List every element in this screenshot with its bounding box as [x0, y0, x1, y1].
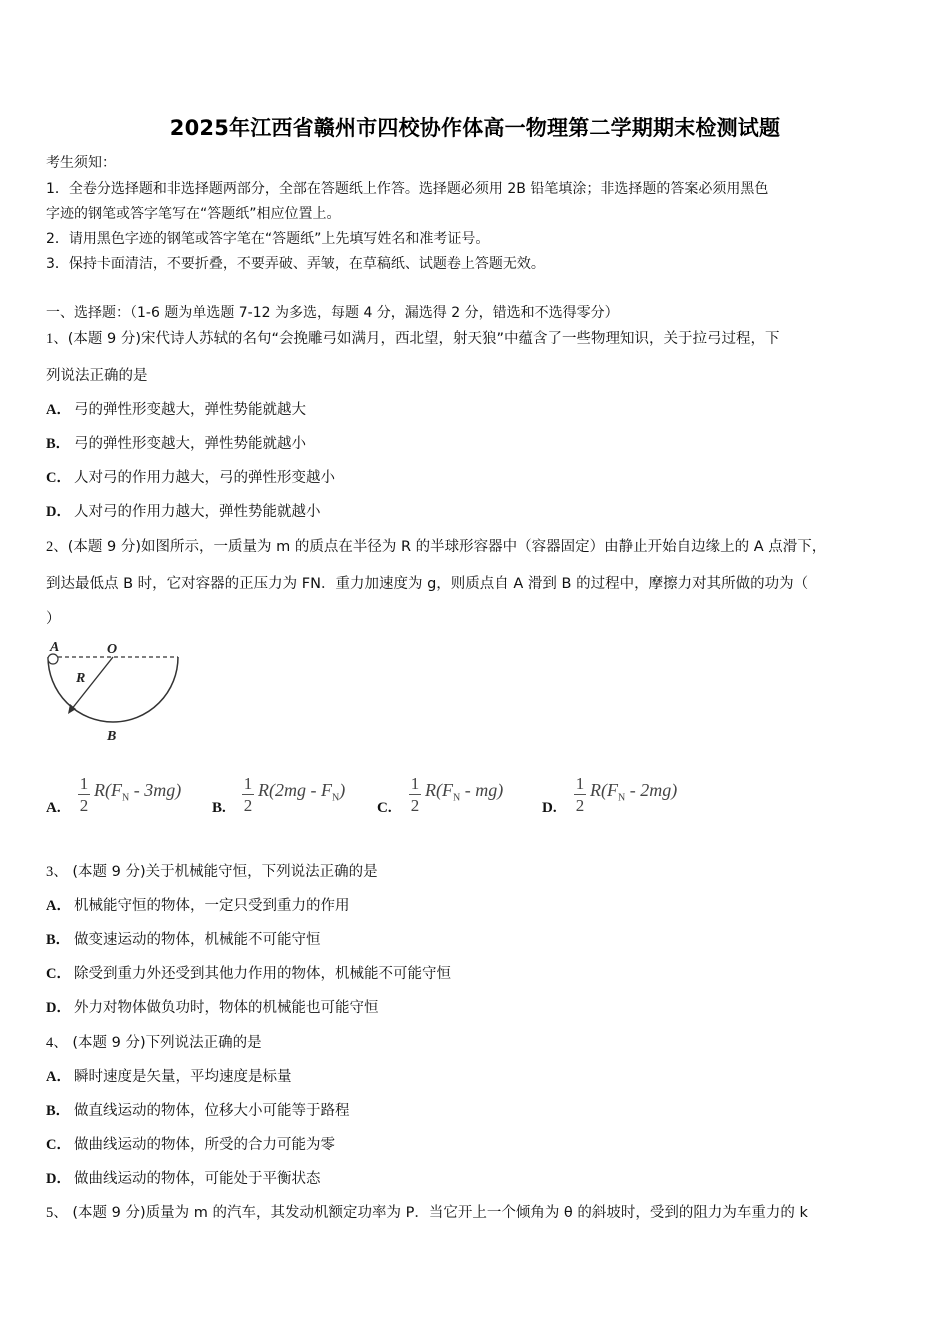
question-score: (本题 9 分)	[67, 331, 142, 347]
option-expression	[94, 780, 181, 804]
option-text: 人对弓的作用力越大，弓的弹性形变越小	[74, 470, 335, 486]
option-text: 做曲线运动的物体，所受的合力可能为零	[74, 1137, 335, 1153]
option-expression	[425, 780, 503, 804]
expr-sub: N	[617, 792, 626, 804]
fraction-half	[78, 774, 90, 817]
option-text: 人对弓的作用力越大，弹性势能就越小	[74, 504, 321, 520]
section-heading: 一、选择题：（1-6 题为单选题 7-12 为多选，每题 4 分，漏选得 2 分，错选和不选得零分）	[46, 305, 619, 321]
question-text: 宋代诗人苏轼的名句“会挽雕弓如满月，西北望，射天狼”中蕴含了一些物理知识，关于拉弓过程，下	[141, 331, 780, 347]
q4-option-b[interactable]	[46, 1099, 350, 1120]
frac-num: 1	[243, 774, 253, 793]
frac-den: 2	[79, 796, 89, 815]
option-text: 除受到重力外还受到其他力作用的物体，机械能不可能守恒	[74, 966, 451, 982]
option-text: 弓的弹性形变越大，弹性势能就越大	[74, 402, 306, 418]
frac-num: 1	[575, 774, 585, 793]
frac-num: 1	[79, 774, 89, 793]
expr-pre: R(F	[94, 780, 122, 800]
option-letter: D．	[46, 1171, 71, 1187]
q2-options	[46, 772, 746, 824]
q3-option-b[interactable]	[46, 928, 321, 949]
frac-num: 1	[410, 774, 420, 793]
q1-option-a[interactable]	[46, 398, 306, 419]
option-letter: D．	[46, 504, 71, 520]
option-text: 机械能守恒的物体，一定只受到重力的作用	[74, 898, 350, 914]
expr-sub: N	[331, 792, 340, 804]
frac-den: 2	[410, 796, 420, 815]
q4-option-d[interactable]	[46, 1167, 321, 1188]
frac-den: 2	[575, 796, 585, 815]
expr-sub: N	[121, 792, 130, 804]
q1-option-c[interactable]	[46, 466, 335, 487]
question-2-stem	[46, 535, 826, 556]
expr-pre: R(F	[425, 780, 453, 800]
label-r: R	[76, 671, 86, 686]
option-letter: A.	[46, 800, 61, 816]
option-letter: B.	[212, 800, 226, 816]
option-letter: C.	[377, 800, 392, 816]
expr-post: )	[339, 780, 346, 800]
q3-option-a[interactable]	[46, 894, 350, 915]
question-score: (本题 9 分)	[67, 539, 142, 555]
expr-pre: R(2mg - F	[258, 780, 332, 800]
expr-post: - mg)	[460, 780, 504, 800]
q1-option-d[interactable]	[46, 500, 321, 521]
question-score: (本题 9 分)	[72, 1205, 146, 1221]
q4-option-a[interactable]	[46, 1065, 292, 1086]
notice-item-2: 2．请用黑色字迹的钢笔或答字笔在“答题纸”上先填写姓名和准考证号。	[46, 231, 490, 247]
fraction-half	[574, 774, 586, 817]
option-letter: A．	[46, 898, 71, 914]
expr-post: - 3mg)	[129, 780, 182, 800]
label-a: A	[50, 640, 60, 655]
question-number: 1、	[46, 331, 68, 347]
option-letter: B．	[46, 932, 71, 948]
question-2-stem-end: ）	[46, 611, 61, 627]
option-expression	[590, 780, 677, 804]
option-letter: A．	[46, 1069, 71, 1085]
option-letter: D．	[46, 1000, 71, 1016]
question-number: 3、	[46, 864, 68, 880]
option-text: 做直线运动的物体，位移大小可能等于路程	[74, 1103, 350, 1119]
option-text: 瞬时速度是矢量，平均速度是标量	[74, 1069, 292, 1085]
option-text: 做曲线运动的物体，可能处于平衡状态	[74, 1171, 321, 1187]
notice-item-1-cont: 字迹的钢笔或答字笔写在“答题纸”相应位置上。	[46, 206, 341, 222]
question-3-stem	[46, 860, 378, 881]
expr-pre: R(F	[590, 780, 618, 800]
particle-ball-icon	[48, 654, 58, 664]
notice-item-1: 1．全卷分选择题和非选择题两部分，全部在答题纸上作答。选择题必须用 2B 铅笔填涂；非选择题的答案必须用黑色	[46, 181, 769, 197]
question-score: (本题 9 分)	[72, 864, 146, 880]
hemisphere-arc	[48, 657, 178, 722]
option-expression	[258, 780, 345, 804]
q4-option-c[interactable]	[46, 1133, 335, 1154]
notice-heading: 考生须知：	[46, 155, 116, 171]
fraction-half	[242, 774, 254, 817]
option-text: 做变速运动的物体，机械能不可能守恒	[74, 932, 321, 948]
question-number: 4、	[46, 1035, 68, 1051]
label-b: B	[107, 729, 117, 744]
fraction-half	[409, 774, 421, 817]
expr-post: - 2mg)	[625, 780, 678, 800]
q3-option-d[interactable]	[46, 996, 379, 1017]
question-text: 关于机械能守恒，下列说法正确的是	[145, 864, 378, 880]
q3-option-c[interactable]	[46, 962, 451, 983]
q1-option-b[interactable]	[46, 432, 306, 453]
option-letter: C．	[46, 470, 71, 486]
frac-den: 2	[243, 796, 253, 815]
question-score: (本题 9 分)	[72, 1035, 146, 1051]
question-2-stem-cont: 到达最低点 B 时，它对容器的正压力为 FN．重力加速度为 g，则质点自 A 滑到 B 的过程中，摩擦力对其所做的功为（	[46, 576, 809, 592]
question-number: 2、	[46, 539, 68, 555]
label-o: O	[107, 642, 118, 657]
question-1-stem	[46, 327, 780, 348]
question-text: 质量为 m 的汽车，其发动机额定功率为 P．当它开上一个倾角为 θ 的斜坡时，受到的阻力为车重力的 k	[145, 1205, 808, 1221]
question-1-stem-cont: 列说法正确的是	[46, 368, 148, 384]
question-number: 5、	[46, 1205, 68, 1221]
option-text: 外力对物体做负功时，物体的机械能也可能守恒	[74, 1000, 379, 1016]
notice-item-3: 3．保持卡面清洁，不要折叠，不要弄破、弄皱，在草稿纸、试题卷上答题无效。	[46, 256, 545, 272]
option-letter: D.	[542, 800, 557, 816]
question-5-stem	[46, 1201, 808, 1222]
option-letter: A．	[46, 402, 71, 418]
option-letter: C．	[46, 966, 71, 982]
hemisphere-diagram	[44, 638, 184, 748]
question-4-stem	[46, 1031, 262, 1052]
expr-sub: N	[452, 792, 461, 804]
option-text: 弓的弹性形变越大，弹性势能就越小	[74, 436, 306, 452]
option-letter: B．	[46, 436, 71, 452]
question-text: 下列说法正确的是	[145, 1035, 262, 1051]
option-letter: B．	[46, 1103, 71, 1119]
page-title: 2025年江西省赣州市四校协作体高一物理第二学期期末检测试题	[169, 116, 781, 140]
option-letter: C．	[46, 1137, 71, 1153]
question-text: 如图所示，一质量为 m 的质点在半径为 R 的半球形容器中（容器固定）由静止开始自边缘上的 A 点滑下，	[141, 539, 827, 555]
